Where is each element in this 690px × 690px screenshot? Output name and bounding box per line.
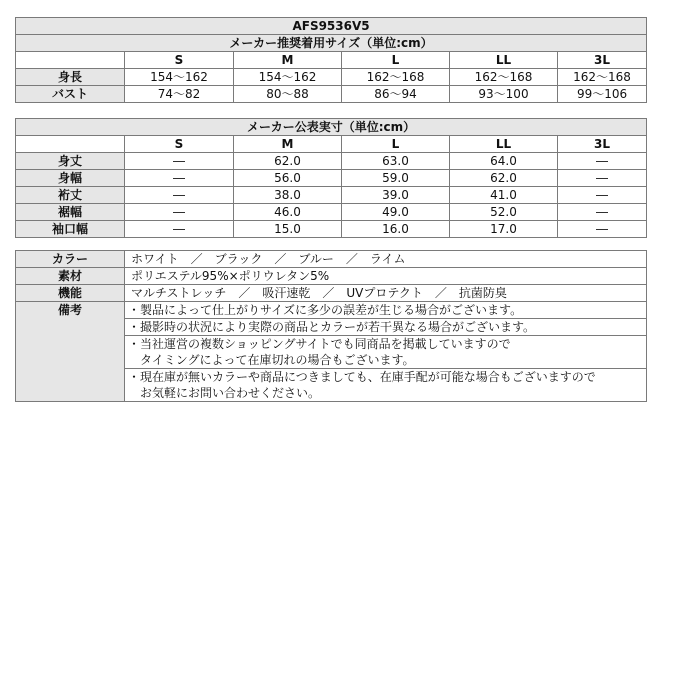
table-cell: 64.0	[450, 153, 558, 170]
table-cell: 86～94	[342, 86, 450, 103]
table-cell: 17.0	[450, 221, 558, 238]
table-cell: ―	[558, 187, 647, 204]
size-label: 3L	[558, 136, 647, 153]
table-cell: 63.0	[342, 153, 450, 170]
material-value: ポリエステル95%×ポリウレタン5%	[125, 268, 647, 285]
note-item	[125, 319, 647, 336]
size-label: 3L	[558, 52, 647, 69]
table-cell: 52.0	[450, 204, 558, 221]
table-cell: ―	[125, 204, 234, 221]
table-cell: 162～168	[342, 69, 450, 86]
table-row	[16, 86, 647, 103]
recommended-size-table	[15, 17, 647, 103]
detail-row-material	[16, 268, 647, 285]
table-row	[16, 153, 647, 170]
function-label: 機能	[16, 285, 125, 302]
row-label-bust: バスト	[16, 86, 125, 103]
table-cell: 38.0	[234, 187, 342, 204]
table-row	[16, 187, 647, 204]
row-label-length: 身丈	[16, 153, 125, 170]
size-label: S	[125, 52, 234, 69]
table-row	[16, 204, 647, 221]
detail-row-function	[16, 285, 647, 302]
function-value: マルチストレッチ ／ 吸汗速乾 ／ UVプロテクト ／ 抗菌防臭	[125, 285, 647, 302]
size-label: M	[234, 136, 342, 153]
table-cell: 62.0	[234, 153, 342, 170]
table-cell: 162～168	[450, 69, 558, 86]
table-cell: 15.0	[234, 221, 342, 238]
note-line: ・当社運営の複数ショッピングサイトでも同商品を掲載していますので	[128, 337, 511, 351]
table-cell: 162～168	[558, 69, 647, 86]
table-cell: 74～82	[125, 86, 234, 103]
row-label-cuff-width: 袖口幅	[16, 221, 125, 238]
table-cell: 154～162	[234, 69, 342, 86]
product-code: AFS9536V5	[16, 18, 647, 35]
table-cell: ―	[558, 204, 647, 221]
table-cell: 99～106	[558, 86, 647, 103]
table-cell: 154～162	[125, 69, 234, 86]
table-row	[16, 170, 647, 187]
size-label: LL	[450, 136, 558, 153]
note-line: ・現在庫が無いカラーや商品につきましても、在庫手配が可能な場合もございますので	[128, 370, 596, 384]
table-cell: 16.0	[342, 221, 450, 238]
recommended-size-title: メーカー推奨着用サイズ（単位:cm）	[16, 35, 647, 52]
table-cell: ―	[125, 221, 234, 238]
size-label: M	[234, 52, 342, 69]
table-row	[16, 221, 647, 238]
note-item	[125, 336, 647, 369]
note-line: お気軽にお問い合わせください。	[128, 386, 321, 400]
table-row	[16, 69, 647, 86]
detail-row-notes	[16, 302, 647, 319]
table-cell: 46.0	[234, 204, 342, 221]
size-label: L	[342, 52, 450, 69]
table-cell: 39.0	[342, 187, 450, 204]
corner-cell	[16, 136, 125, 153]
table-cell: 80～88	[234, 86, 342, 103]
note-item	[125, 369, 647, 402]
table-cell: 41.0	[450, 187, 558, 204]
size-header-row	[16, 52, 647, 69]
measurement-table	[15, 118, 647, 238]
size-label: L	[342, 136, 450, 153]
note-line: タイミングによって在庫切れの場合もございます。	[128, 353, 415, 367]
table-cell: 49.0	[342, 204, 450, 221]
table-cell: 56.0	[234, 170, 342, 187]
table-cell: 59.0	[342, 170, 450, 187]
table-cell: ―	[125, 153, 234, 170]
table-cell: 62.0	[450, 170, 558, 187]
row-label-width: 身幅	[16, 170, 125, 187]
color-value: ホワイト ／ ブラック ／ ブルー ／ ライム	[125, 251, 647, 268]
table-cell: 93～100	[450, 86, 558, 103]
row-label-height: 身長	[16, 69, 125, 86]
corner-cell	[16, 52, 125, 69]
size-label: LL	[450, 52, 558, 69]
size-label: S	[125, 136, 234, 153]
measurement-title: メーカー公表実寸（単位:cm）	[16, 119, 647, 136]
material-label: 素材	[16, 268, 125, 285]
detail-row-color	[16, 251, 647, 268]
note-line: ・製品によって仕上がりサイズに多少の誤差が生じる場合がございます。	[128, 303, 523, 317]
row-label-sleeve: 裄丈	[16, 187, 125, 204]
row-label-hem-width: 裾幅	[16, 204, 125, 221]
table-cell: ―	[558, 170, 647, 187]
notes-label: 備考	[16, 302, 125, 402]
table-cell: ―	[125, 187, 234, 204]
table-cell: ―	[125, 170, 234, 187]
color-label: カラー	[16, 251, 125, 268]
table-cell: ―	[558, 221, 647, 238]
size-header-row	[16, 136, 647, 153]
note-item	[125, 302, 647, 319]
table-cell: ―	[558, 153, 647, 170]
note-line: ・撮影時の状況により実際の商品とカラーが若干異なる場合がございます。	[128, 320, 536, 334]
product-details-table	[15, 250, 647, 402]
